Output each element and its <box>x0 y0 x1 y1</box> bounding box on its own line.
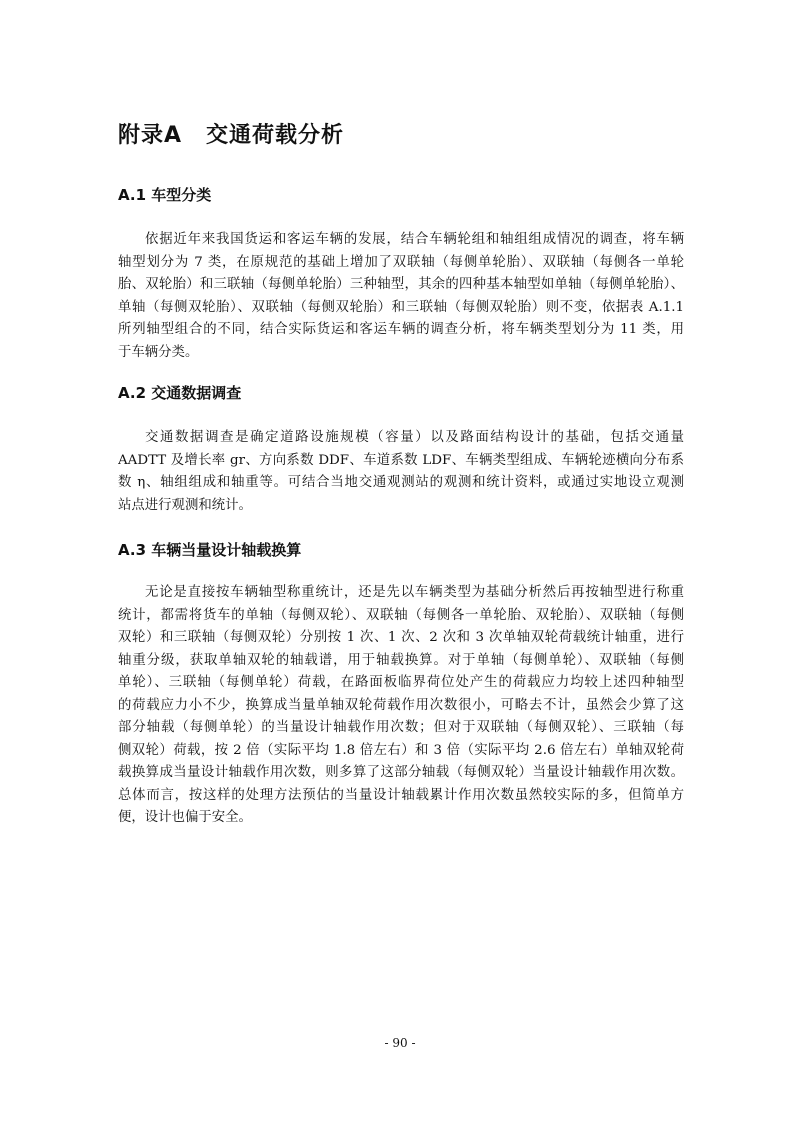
chapter-name: 交通荷载分析 <box>206 123 345 148</box>
paragraph-line: 依据近年来我国货运和客运车辆的发展，结合车辆轮组和轴组组成情况的调查，将车辆 <box>145 232 684 247</box>
paragraph-line: 双轮）和三联轴（每侧双轮）分别按 1 次、1 次、2 次和 3 次单轴双轮荷载统计轴重，进行 <box>118 630 684 645</box>
paragraph-line: 载换算成当量设计轴载作用次数，则多算了这部分轴载（每侧双轮）当量设计轴载作用次数。 <box>118 765 684 780</box>
section-paragraph-a3 <box>118 582 684 830</box>
paragraph-line: 单轴（每侧双轮胎）、双联轴（每侧双轮胎）和三联轴（每侧双轮胎）则不变，依据表 A.1.1 <box>118 299 684 315</box>
paragraph-line: 总体而言，按这样的处理方法预估的当量设计轴载累计作用次数虽然较实际的多，但简单方 <box>118 787 684 803</box>
paragraph-line: 轴型划分为 7 类，在原规范的基础上增加了双联轴（每侧单轮胎）、双联轴（每侧各一单轮 <box>118 254 684 270</box>
section-paragraph-a1 <box>118 229 684 364</box>
section-heading-a2: A.2 交通数据调查 <box>118 384 242 402</box>
chapter-title <box>118 118 344 149</box>
paragraph-line: 数 η、轴组组成和轴重等。可结合当地交通观测站的观测和统计资料，或通过实地设立观测 <box>118 475 684 490</box>
paragraph-line: 于车辆分类。 <box>118 344 199 360</box>
section-heading-a1: A.1 车型分类 <box>118 186 212 204</box>
paragraph-line: 交通数据调查是确定道路设施规模（容量）以及路面结构设计的基础，包括交通量 <box>145 430 684 445</box>
paragraph-line: 部分轴载（每侧单轮）的当量设计轴载作用次数；但对于双联轴（每侧双轮）、三联轴（每 <box>118 720 684 735</box>
paragraph-line: 轴重分级，获取单轴双轮的轴载谱，用于轴载换算。对于单轴（每侧单轮）、双联轴（每侧 <box>118 652 684 668</box>
paragraph-line: 胎、双轮胎）和三联轴（每侧单轮胎）三种轴型，其余的四种基本轴型如单轴（每侧单轮胎）、 <box>118 277 684 292</box>
paragraph-line: 无论是直接按车辆轴型称重统计，还是先以车辆类型为基础分析然后再按轴型进行称重 <box>145 585 684 600</box>
paragraph-line: 侧双轮）荷载，按 2 倍（实际平均 1.8 倍左右）和 3 倍（实际平均 2.6 倍左右）单轴双轮荷 <box>118 742 684 758</box>
chapter-number: 附录A <box>118 123 183 148</box>
paragraph-line: AADTT 及增长率 gr、方向系数 DDF、车道系数 LDF、车辆类型组成、车辆轮迹横向分布系 <box>118 452 684 468</box>
section-heading-a3: A.3 车辆当量设计轴载换算 <box>118 541 302 559</box>
paragraph-line: 统计，都需将货车的单轴（每侧双轮）、双联轴（每侧各一单轮胎、双轮胎）、双联轴（每侧 <box>118 607 684 623</box>
page-number: - 90 - <box>384 1036 416 1050</box>
paragraph-line: 便，设计也偏于安全。 <box>118 810 252 825</box>
paragraph-line: 站点进行观测和统计。 <box>118 497 252 513</box>
paragraph-line: 单轮）、三联轴（每侧单轮）荷载，在路面板临界荷位处产生的荷载应力均较上述四种轴型 <box>118 675 684 690</box>
section-paragraph-a2 <box>118 427 684 517</box>
paragraph-line: 的荷载应力小不少，换算成当量单轴双轮荷载作用次数很小，可略去不计，虽然会少算了这 <box>118 697 684 713</box>
paragraph-line: 所列轴型组合的不同，结合实际货运和客运车辆的调查分析，将车辆类型划分为 11 类，用 <box>118 322 684 337</box>
